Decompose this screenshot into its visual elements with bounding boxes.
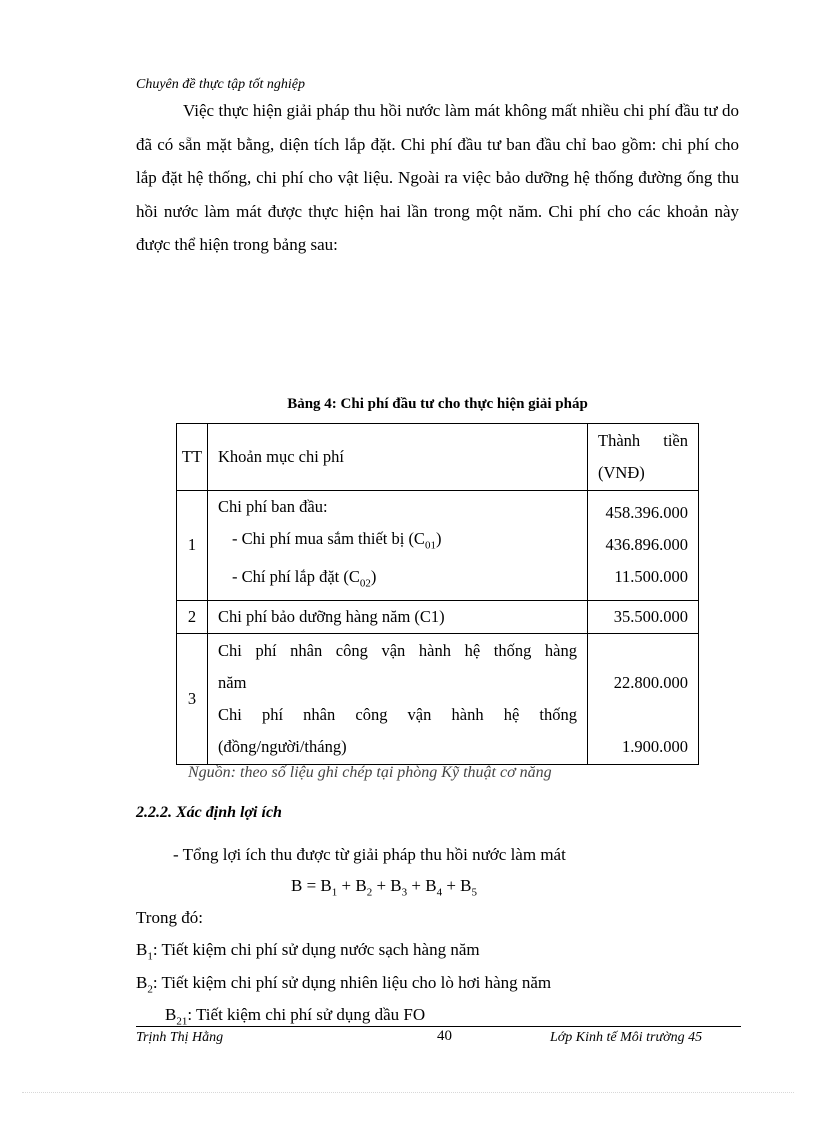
row3-item	[208, 633, 588, 764]
benefit-bullet: - Tổng lợi ích thu được từ giải pháp thu hồi nước làm mát	[173, 845, 566, 864]
cost-table	[176, 423, 699, 765]
table-row	[177, 600, 699, 633]
page-bottom-edge	[22, 1092, 794, 1093]
row3-tt: 3	[177, 633, 208, 764]
row2-value: 35.500.000	[588, 600, 699, 633]
section-heading: 2.2.2. Xác định lợi ích	[136, 804, 282, 821]
row2-tt: 2	[177, 600, 208, 633]
footer-author: Trịnh Thị Hằng	[136, 1030, 224, 1045]
table-caption: Bảng 4: Chi phí đầu tư cho thực hiện giải pháp	[287, 396, 588, 412]
row1-item-main: Chi phí ban đầu:	[218, 497, 328, 516]
row3-values	[588, 633, 699, 764]
row3-item-line2: năm	[218, 672, 247, 692]
table-row	[177, 633, 699, 764]
row1-value-main: 458.396.000	[605, 503, 688, 523]
running-header: Chuyên đề thực tập tốt nghiệp	[136, 77, 305, 92]
header-item: Khoản mục chi phí	[208, 424, 588, 491]
b21-definition: $B_{21}$: Tiết kiệm chi phí sử dụng dầu FO	[165, 1005, 426, 1028]
row1-tt: 1	[177, 491, 208, 601]
row3-item-line1: Chi phí nhân công vận hành hệ thống hàng	[218, 640, 577, 660]
header-money-word2: tiền	[663, 431, 688, 450]
benefit-formula: $B = B_1 + B_2 + B_3 + B_4 + B_5$	[291, 876, 478, 899]
b1-definition: $B_1$: Tiết kiệm chi phí sử dụng nước sạch hàng năm	[136, 940, 480, 963]
row3-value2: 1.900.000	[622, 736, 688, 756]
footer-class: Lớp Kinh tế Môi trường 45	[550, 1030, 703, 1045]
b2-definition: $B_2$: Tiết kiệm chi phí sử dụng nhiên liệu cho lò hơi hàng năm	[136, 973, 552, 996]
header-money	[588, 424, 699, 491]
row1-item	[208, 491, 588, 601]
row3-item-line3: Chi phí nhân công vận hành hệ thống	[218, 704, 577, 724]
header-money-word1: Thành	[598, 431, 641, 450]
table-header-row	[177, 424, 699, 491]
table-row	[177, 491, 699, 601]
row3-item-line4: (đồng/người/tháng)	[218, 736, 347, 756]
footer-divider	[136, 1026, 741, 1027]
row1-item-sub1: - Chi phí mua sắm thiết bị $(C_{01})$	[232, 529, 442, 552]
row1-item-sub2: - Chí phí lắp đặt $(C_{02})$	[232, 567, 377, 590]
row2-item: Chi phí bảo dưỡng hàng năm (C1)	[208, 600, 588, 633]
row1-value-sub1: 436.896.000	[605, 535, 688, 555]
table-source-note: Nguồn: theo số liệu ghi chép tại phòng Kỹ thuật cơ năng	[188, 764, 552, 781]
row1-value-sub2: 11.500.000	[614, 567, 688, 587]
page-number: 40	[437, 1028, 452, 1044]
intro-paragraph: Việc thực hiện giải pháp thu hồi nước làm mát không mất nhiều chi phí đầu tư do đã có sẵn mặt bằng, diện tích lắp đặt. Chi phí đầu tư ban đầu chỉ bao gồm: chi phí cho lắp đặt hệ thống, chi phí cho vật liệu. Ngoài ra việc bảo dưỡng hệ thống đường ống thu hồi nước làm mát được thực hiện hai lần trong một năm. Chi phí cho các khoản này được thể hiện trong bảng sau:	[136, 101, 739, 254]
where-label: Trong đó:	[136, 908, 203, 927]
row1-values	[588, 491, 699, 601]
header-tt: TT	[177, 424, 208, 491]
header-money-unit: (VNĐ)	[598, 463, 645, 482]
row3-value1: 22.800.000	[613, 672, 688, 692]
